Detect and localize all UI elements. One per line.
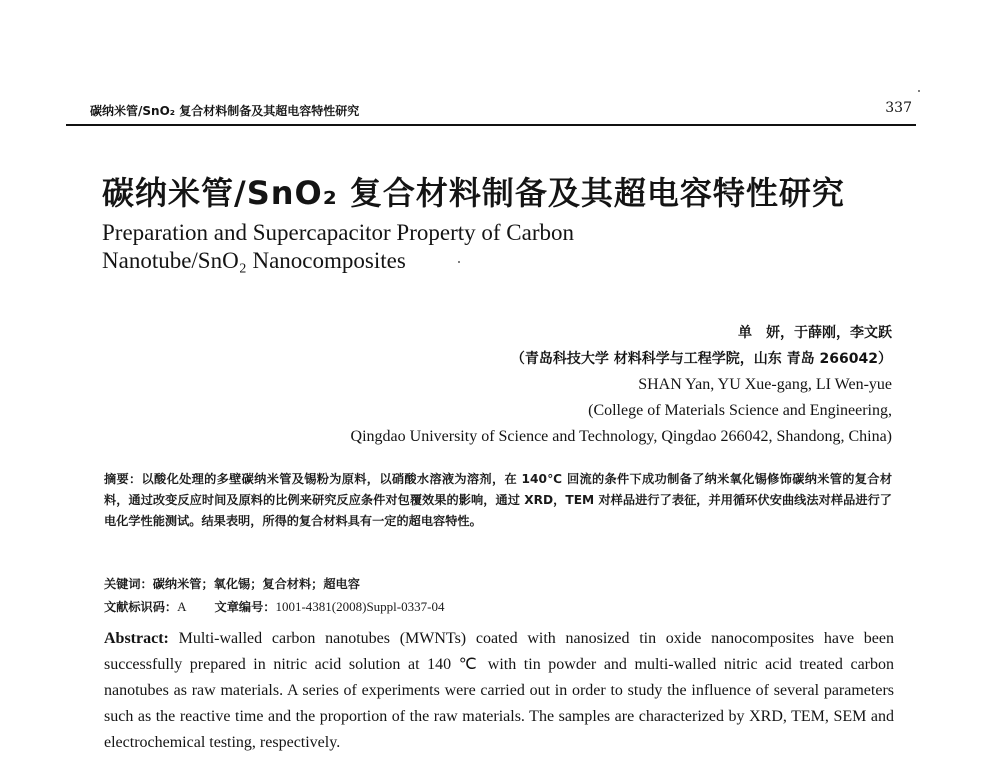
abstract-english — [104, 626, 894, 756]
scan-speck — [918, 90, 920, 92]
article-no-label: 文章编号： — [214, 600, 276, 614]
scan-speck — [458, 261, 460, 263]
authors-chinese: 单 妍，于薛刚，李文跃 — [738, 325, 892, 341]
running-header — [66, 100, 916, 122]
title-english-line-1: Preparation and Supercapacitor Property of Carbon — [102, 220, 574, 245]
page-number: 337 — [885, 100, 912, 116]
doc-code-label: 文献标识码： — [104, 600, 178, 614]
article-no: 1001-4381(2008)Suppl-0337-04 — [275, 599, 445, 614]
affiliation-english-line-2: Qingdao University of Science and Technology, Qingdao 266042, Shandong, China) — [350, 428, 892, 445]
doc-code: A — [177, 599, 187, 614]
title-english — [102, 219, 574, 275]
abstract-english-label: Abstract: — [104, 630, 169, 647]
keywords-label: 关键词： — [104, 577, 153, 591]
abstract-english-text: Multi-walled carbon nanotubes (MWNTs) coated with nanosized tin oxide nanocomposites have been successfully prepared in nitric acid solution at 140 ℃ with tin powder and multi-walled nitric acid treated carbon nanotubes as raw materials. A series of experiments were carried out in order to study the influence of several parameters such as the reactive time and the proportion of the raw materials. The samples are characterized by XRD, TEM, SEM and electrochemical testing, respectively. — [104, 630, 895, 751]
title-chinese: 碳纳米管/SnO₂ 复合材料制备及其超电容特性研究 — [102, 174, 845, 212]
keywords — [104, 574, 360, 595]
abstract-chinese-text: 以酸化处理的多壁碳纳米管及锡粉为原料，以硝酸水溶液为溶剂，在 140℃ 回流的条件下成功制备了纳米氧化锡修饰碳纳米管的复合材料，通过改变反应时间及原料的比例来研究反应条件对包覆效果的影响，通过 XRD，TEM 对样品进行了表征，并用循环伏安曲线法对样品进行了电化学性能测试。结果表明，所得的复合材料具有一定的超电容特性。 — [104, 472, 893, 528]
abstract-chinese — [104, 469, 892, 532]
header-rule — [66, 124, 916, 126]
authors-english: SHAN Yan, YU Xue-gang, LI Wen-yue — [638, 376, 892, 393]
running-title: 碳纳米管/SnO₂ 复合材料制备及其超电容特性研究 — [90, 104, 360, 118]
document-codes — [104, 596, 444, 618]
author-block — [351, 320, 892, 450]
keywords-text: 碳纳米管；氧化锡；复合材料；超电容 — [152, 577, 360, 591]
title-english-line-2: Nanotube/SnO₂ Nanocomposites — [102, 248, 406, 273]
affiliation-english-line-1: (College of Materials Science and Engineering, — [588, 402, 892, 419]
affiliation-chinese: （青岛科技大学 材料科学与工程学院，山东 青岛 266042） — [510, 351, 892, 367]
abstract-chinese-label: 摘要： — [104, 472, 142, 486]
